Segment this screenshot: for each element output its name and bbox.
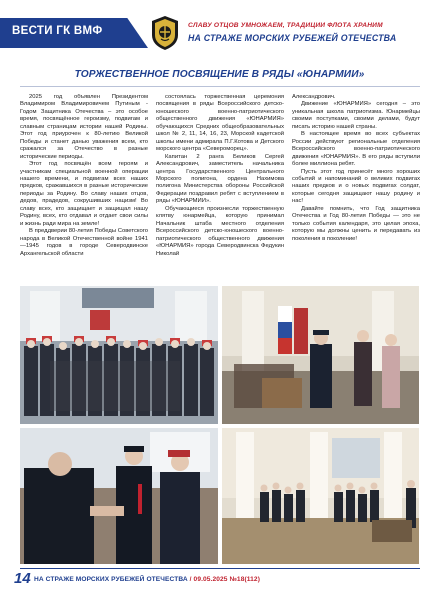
footer-publication	[34, 576, 260, 583]
paragraph: Движение «ЮНАРМИЯ» сегодня – это уникальная школа патриотизма. Юнармейцы своими поступками, своими делами, будут писать историю нашей страны.	[292, 101, 420, 130]
navy-emblem-icon	[150, 15, 180, 51]
paragraph: 2025 год объявлен Президентом Владимиром Владимировичем Путиным - Годом Защитника Отечества – это особое время, посвящённое героизму, подвигам и славным страницам истории нашей Родины. Этот год приурочен к 80-летию Великой Победы и станет данью уважения всем, кто сражался за Отечество в разные исторические периоды.	[20, 94, 148, 160]
paragraph: Обучающиеся произнесли торжественную клятву юнармейца, которую принимал Начальник штаба местного отделения Всероссийского детско-юношеского военно-патриотического общественного движения «ЮНАРМИЯ» города Северодвинска Федукин Николай	[156, 205, 284, 257]
paragraph: Александрович.	[292, 94, 336, 100]
header-slogan: СЛАВУ ОТЦОВ УМНОЖАЕМ, ТРАДИЦИИ ФЛОТА ХРАНИМ	[188, 22, 383, 29]
paragraph: В настоящее время во всех субъектах России действуют региональные отделения Всероссийского военно-патриотического движения «ЮНАРМИЯ». В его ряды вступили более миллиона ребят.	[292, 131, 420, 168]
photo-handshake-cadet	[20, 428, 218, 564]
section-label: ВЕСТИ ГК ВМФ	[12, 25, 103, 37]
footer-newspaper-title: НА СТРАЖЕ МОРСКИХ РУБЕЖЕЙ ОТЕЧЕСТВА	[34, 576, 188, 583]
photo-hall-ceremony	[222, 428, 419, 564]
article-column-3	[292, 94, 420, 278]
paragraph: Давайте помнить, что Год защитника Отечества и Год 80-летия Победы — это не только события календаря, это целая эпоха, которую мы должны ценить и передавать из поколения в поколение!	[292, 205, 420, 242]
photo-officer-flags	[222, 286, 419, 424]
paragraph: В преддверии 80-летия Победы Советского народа в Великой Отечественной войне 1941—1945 годов в городе Северодвинске Архангельской области	[20, 228, 148, 257]
footer-issue: / 09.05.2025 №18(112)	[187, 576, 260, 583]
paragraph: Капитан 2 ранга Беликов Сергей Александрович, заместитель начальника центра Государственного Центрального Морского полигона, ордена Нахимова полигона Министерства обороны Российской Федерации поздравил ребят с вступлением в ряды «ЮНАРМИИ».	[156, 153, 284, 205]
article-column-2	[156, 94, 284, 278]
article-body	[20, 94, 420, 278]
paragraph: состоялась торжественная церемония посвящения в ряды Всероссийского детско-юношеского военно-патриотического общественного движения «ЮНАРМИЯ» обучающихся Средних общеобразовательных школ № 2, 11, 14, 16, 23, Морской кадетской школы имени адмирала П.Г.Котова и Детского морского центра «Североморец».	[156, 94, 284, 153]
footer-divider	[20, 568, 420, 569]
photo-cadets-group	[20, 286, 218, 424]
title-divider	[20, 86, 420, 87]
article-title: ТОРЖЕСТВЕННОЕ ПОСВЯЩЕНИЕ В РЯДЫ «ЮНАРМИИ»	[74, 69, 365, 80]
article-column-1	[20, 94, 148, 278]
header-newspaper-title: НА СТРАЖЕ МОРСКИХ РУБЕЖЕЙ ОТЕЧЕСТВА	[188, 33, 397, 43]
paragraph: Пусть этот год принесёт много хороших событий и напоминаний о великих подвигах наших предков и о новых подвигах солдат, которые сегодня защищают нашу родину и нас!	[292, 168, 420, 205]
paragraph: Этот год посвящён всем героям и участникам специальной военной операции нашего времени, и подвигам всех наших предков, сражавшихся в разные исторические периоды за Родину. Во славу наших отцов, дедов, прадедов, сокрушивших нацизм! Во славу всех, кто защищает и защищал нашу Родину, всех, кто отдавал и отдает свои силы и жизнь ради мира на земле!	[20, 161, 148, 227]
page-number: 14	[14, 570, 31, 587]
